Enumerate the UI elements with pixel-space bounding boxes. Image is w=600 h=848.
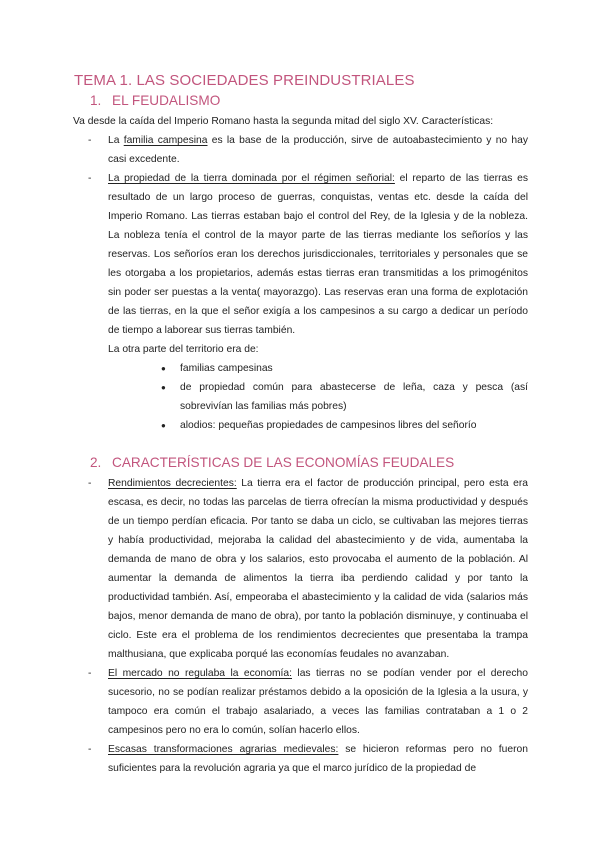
list-item — [74, 131, 528, 169]
item-lead: Rendimientos decrecientes: — [108, 478, 237, 489]
bullet-text: familias campesinas — [180, 363, 273, 374]
bullet-icon: ● — [161, 383, 166, 392]
bullet-text: de propiedad común para abastecerse de leña, caza y pesca (así sobrevivían las familias más pobres) — [180, 382, 528, 412]
list-item — [74, 664, 528, 740]
list-item — [74, 474, 528, 664]
item-text: es la base de la producción, sirve de autoabastecimiento y no hay casi excedente. — [108, 135, 528, 165]
item-lead: La propiedad de la tierra dominada por el régimen señorial: — [108, 173, 395, 184]
bullet-icon: ● — [161, 421, 166, 430]
item-text: La tierra era el factor de producción principal, pero esta era escasa, es decir, no todas las parcelas de tierra ofrecían la misma productividad y después de un tiempo perdían eficacia. Por tanto se daba un ciclo, se cultivaban las mejores tierras y había productividad, mejoraba la calidad del abastecimiento y de vida, aumentaba la demanda de mano de obra y los salarios, esto provocaba el aumento de la población. Al aumentar la demanda de alimentos la tierra iba perdiendo calidad y por tanto la productividad también. Así, empeoraba el abastecimiento y la calidad de vida (salarios más bajos, menor demanda de mano de obra), por tanto la población disminuye, y continuaba el ciclo. Este era el problema de los rendimientos decrecientes que presentaba la trampa malthusiana, que explicaba porqué las economías feudales no avanzaban. — [108, 478, 529, 660]
list-item — [161, 416, 528, 435]
item-lead: Escasas transformaciones agrarias medievales: — [108, 744, 339, 755]
section-1-list — [74, 131, 528, 340]
list-item — [161, 359, 528, 378]
document-page — [74, 72, 528, 778]
list-item — [74, 169, 528, 340]
section-2-list — [74, 474, 528, 778]
dash-marker: - — [88, 478, 92, 489]
section-1-title: EL FEUDALISMO — [112, 93, 221, 108]
bullet-icon: ● — [161, 364, 166, 373]
item-lead: El mercado no regulaba la economía: — [108, 668, 292, 679]
document-title: TEMA 1. LAS SOCIEDADES PREINDUSTRIALES — [74, 72, 415, 89]
dash-marker: - — [88, 135, 92, 146]
item-text: el reparto de las tierras es resultado de un largo proceso de guerras, conquistas, ventas etc. desde la caída del Imperio Romano. Las tierras estaban bajo el control del Rey, de la Iglesia y de la nobleza. La nobleza tenía el control de la mayor parte de las tierras mediante los señoríos y las reservas. Los señoríos eran los derechos jurisdiccionales, territoriales y personales que se les otorgaba a los propietarios, además estas tierras eran transmitidas a los primogénitos sin poder ser puestas a la venta( mayorazgo). Las reservas eran una forma de explotación de las tierras, en la que el señor exigía a los campesinos a su cargo a dedicar un período de tiempo a laborear sus tierras también. — [108, 173, 528, 336]
dash-marker: - — [88, 668, 92, 679]
section-1-heading — [90, 93, 528, 108]
section-2-number: 2. — [90, 455, 102, 470]
item-text: las tierras no se podían vender por el derecho sucesorio, no se podían realizar préstamos debido a la oposición de la Iglesia a la usura, y tampoco era común el trabajo asalariado, a veces las familias contrataban a 1 o 2 campesinos pero no era lo común, solían hacerlo ellos. — [108, 668, 528, 736]
section-2-title: CARACTERÍSTICAS DE LAS ECONOMÍAS FEUDALES — [112, 455, 455, 470]
list-item — [161, 378, 528, 416]
dash-marker: - — [88, 173, 92, 184]
section-1-intro: Va desde la caída del Imperio Romano hasta la segunda mitad del siglo XV. Características: — [73, 116, 494, 127]
item-prefix: La — [108, 135, 124, 146]
item-lead: familia campesina — [123, 135, 208, 146]
dash-marker: - — [88, 744, 92, 755]
bullet-text: alodios: pequeñas propiedades de campesinos libres del señorío — [180, 420, 477, 431]
territory-bullets — [74, 359, 528, 435]
other-part-text: La otra parte del territorio era de: — [108, 344, 259, 355]
section-2-heading — [90, 455, 528, 470]
item-text: se hicieron reformas pero no fueron suficientes para la revolución agraria ya que el marco jurídico de la propiedad de — [108, 744, 528, 774]
list-item — [74, 740, 528, 778]
section-1-number: 1. — [90, 93, 102, 108]
